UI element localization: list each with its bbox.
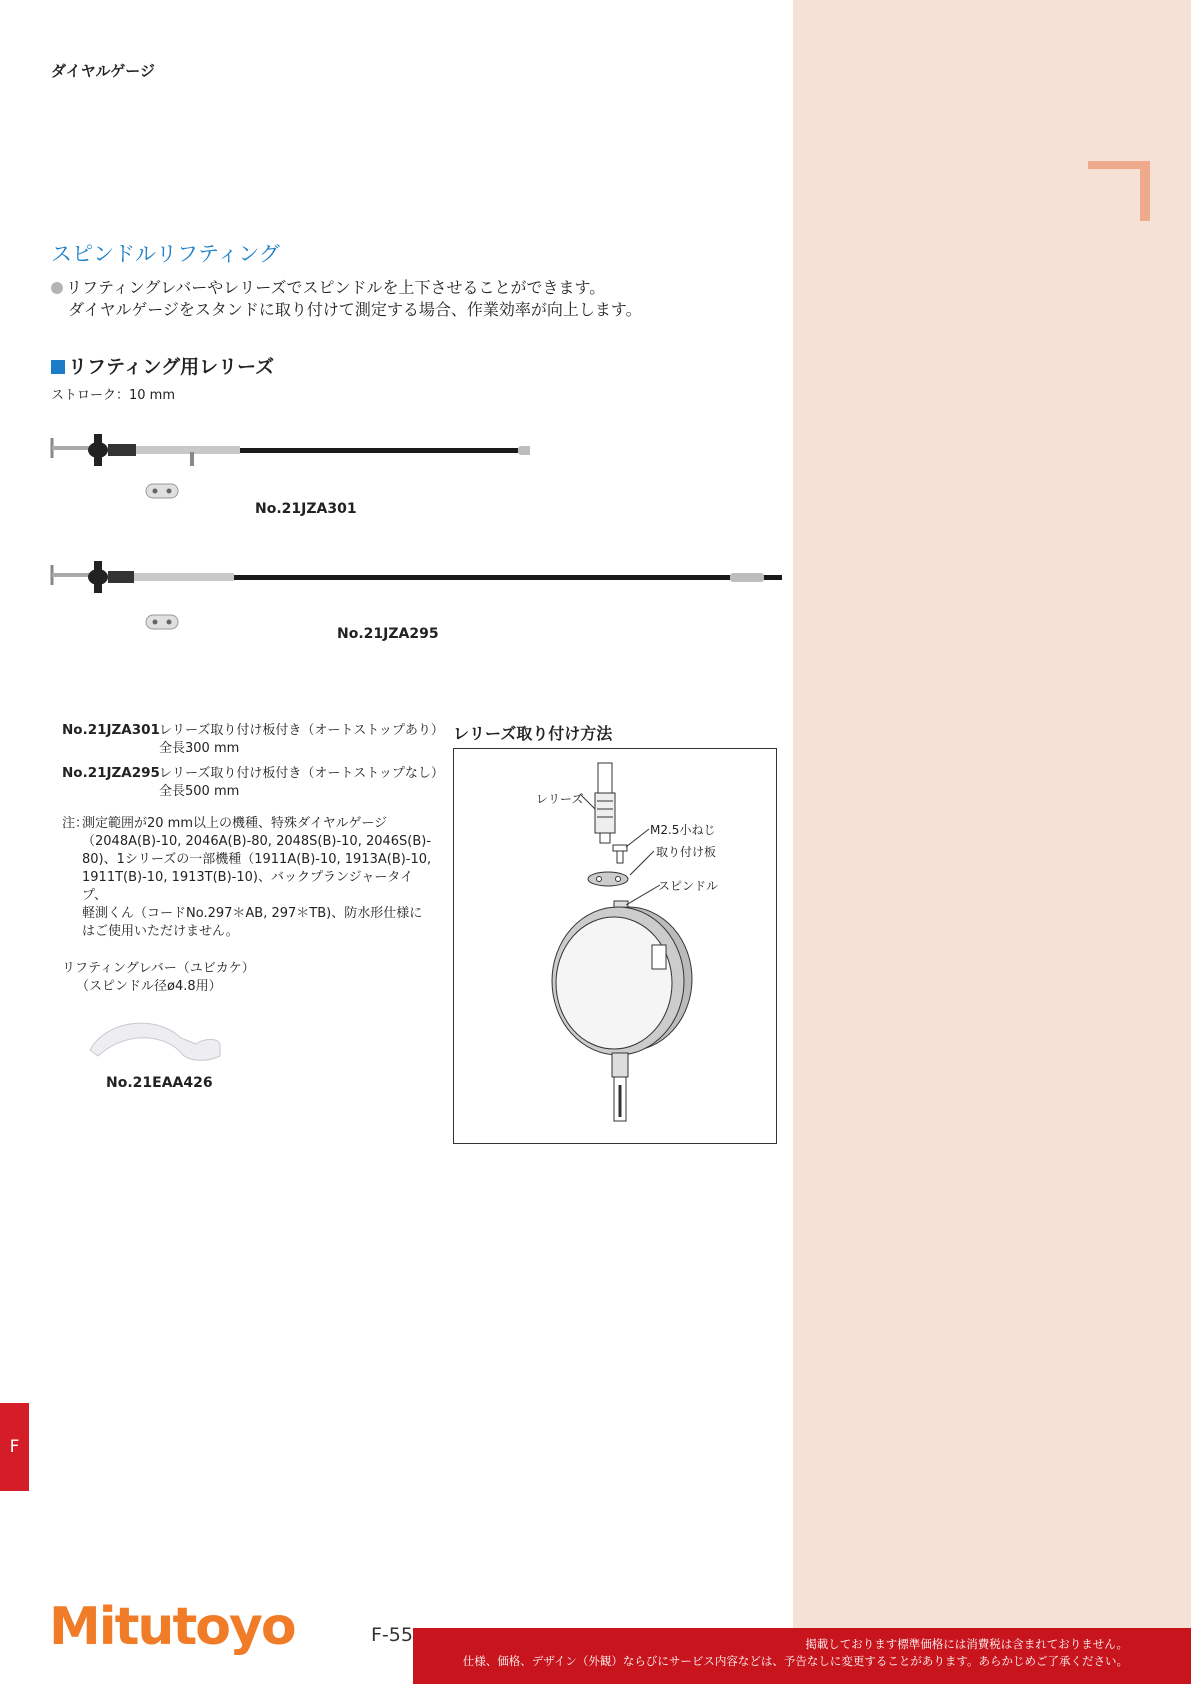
section-tab-f[interactable]: F: [0, 1403, 29, 1491]
model-label-21jza301: No.21JZA301: [255, 501, 357, 517]
page-category: ダイヤルゲージ: [51, 62, 155, 80]
callout-screw: M2.5小ねじ: [650, 823, 716, 837]
callout-release: レリーズ: [536, 792, 584, 806]
bullet-line-1: リフティングレバーやレリーズでスピンドルを上下させることができます。: [51, 275, 605, 298]
bullet-line-2: ダイヤルゲージをスタンドに取り付けて測定する場合、作業効率が向上します。: [68, 300, 642, 319]
mounting-title: レリーズ取り付け方法: [453, 724, 613, 743]
stroke-spec: ストローク：10 mm: [51, 388, 176, 403]
spec-id-21jza295: No.21JZA295: [62, 765, 160, 781]
model-label-21jza295: No.21JZA295: [337, 626, 439, 642]
dial-gauge-drawing: [454, 749, 776, 1143]
lifting-lever-image: [86, 1010, 226, 1070]
footer-notice-line-1: 掲載しております標準価格には消費税は含まれておりません。: [805, 1637, 1128, 1651]
spec-id-21jza301: No.21JZA301: [62, 722, 160, 738]
lever-caption: リフティングレバー（ユビカケ） （スピンドル径ø4.8用）: [62, 961, 255, 994]
footer-notice-bar: [413, 1628, 1191, 1684]
section-title: スピンドルリフティング: [51, 242, 280, 266]
release-cable-long-image: [50, 557, 790, 632]
mitutoyo-logo: Mitutoyo: [49, 1597, 295, 1657]
spec-text-21jza295: レリーズ取り付け板付き（オートストップなし） 全長500 mm: [159, 766, 444, 799]
callout-plate: 取り付け板: [656, 845, 717, 859]
model-label-21eaa426: No.21EAA426: [106, 1075, 213, 1091]
footer-notice-line-2: 仕様、価格、デザイン（外観）ならびにサービス内容などは、予告なしに変更することがあります。あらかじめご了承ください。: [462, 1654, 1128, 1668]
page-number: F-55: [371, 1624, 413, 1646]
square-bullet-icon: [51, 360, 65, 374]
release-cable-short-image: [50, 430, 530, 505]
compatibility-note: 注： 測定範囲が20 mm以上の機種、特殊ダイヤルゲージ （2048A(B)-10, 2046A(B)-80, 2048S(B)-10, 2046S(B)- 80)、1シリーズの一部機種（1911A(B)-10, 1913A(B)-10, 1911T(B)-10, 1913T(B)-10)、バックプランジャータイプ、 軽測くん（コードNo.297＊AB, 297＊TB)、防水形仕様に はご使用いただけません。: [62, 816, 432, 939]
mounting-diagram: [453, 748, 777, 1144]
side-panel: [793, 0, 1191, 1684]
corner-bracket-mark: [1088, 161, 1150, 221]
bullet-dot-icon: [51, 282, 63, 294]
spec-text-21jza301: レリーズ取り付け板付き（オートストップあり） 全長300 mm: [159, 723, 444, 756]
callout-spindle: スピンドル: [658, 879, 719, 893]
release-title: リフティング用レリーズ: [51, 352, 274, 379]
